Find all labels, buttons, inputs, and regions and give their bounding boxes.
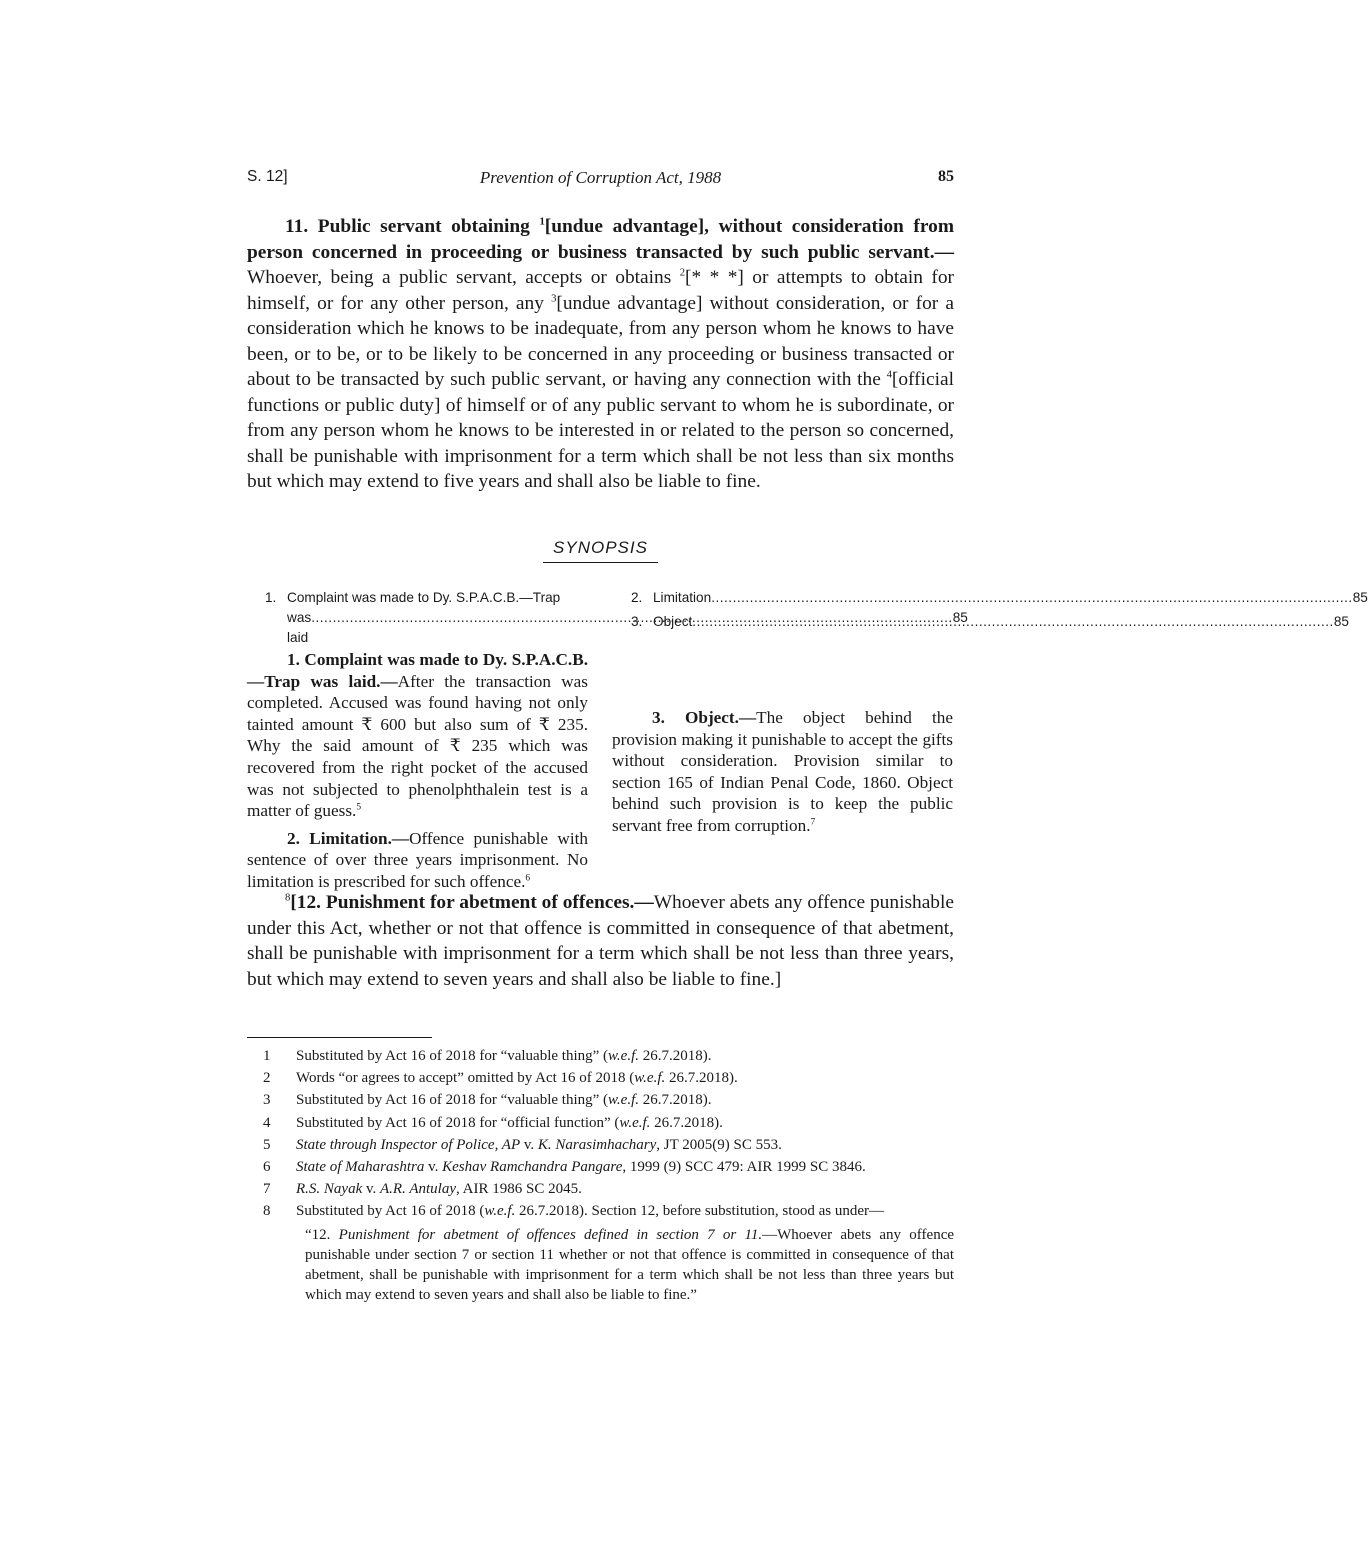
synopsis-title <box>247 538 954 563</box>
footnote-text-end: 26.7.2018). <box>639 1092 712 1109</box>
running-head <box>247 168 954 192</box>
commentary-heading-3: 3. Object.— <box>652 708 757 727</box>
commentary-paragraph-2 <box>247 828 588 893</box>
footnote <box>247 1134 954 1156</box>
case-versus: v. <box>520 1136 538 1153</box>
footnote-text: Words “or agrees to accept” omitted by Act 16 of 2018 ( <box>296 1070 635 1087</box>
quote-open: “12. <box>305 1226 339 1243</box>
footnote <box>247 1089 954 1111</box>
synopsis-item-number: 1. <box>265 590 277 605</box>
synopsis-item-label: Complaint was made to Dy. S.P.A.C.B.—Trap <box>287 590 561 605</box>
footnote-italic: w.e.f. <box>484 1203 516 1220</box>
case-party-2: K. Narasimhachary <box>537 1136 657 1153</box>
footnote-ref-7[interactable]: 7 <box>810 817 816 828</box>
synopsis-item-label: Object <box>653 614 693 629</box>
footnote-divider <box>247 1037 432 1038</box>
old-section-12-text: —Whoever abets any offence punishable under section 7 or section 11 whether or not that offence is committed in consequence of that abetment, shall be punishable with imprisonment for a term which shall be not less than three years but which may extend to seven years and shall also be liable to fine.” <box>305 1226 955 1304</box>
commentary-text-3: The object behind the provision making it punishable to accept the gifts without consideration. Provision similar to section 165 of Indian Penal Code, 1860. Object behind such provision is to keep the public servant free from corruption. <box>612 708 953 835</box>
synopsis-item-label: Limitation <box>653 590 712 605</box>
footnote-ref-1[interactable]: 1 <box>539 215 545 228</box>
section-11-heading <box>247 216 954 263</box>
synopsis-item-number: 3. <box>631 614 643 629</box>
leader-dots <box>711 588 1353 608</box>
footnote <box>247 1067 954 1089</box>
commentary-text-2: Offence punishable with sentence of over three years imprisonment. No limitation is prescribed for such offence. <box>247 828 588 891</box>
footnote-text: Substituted by Act 16 of 2018 for “valuable thing” ( <box>296 1048 609 1064</box>
footnote-text: Substituted by Act 16 of 2018 for “official function” ( <box>296 1114 620 1131</box>
commentary-heading-1: 1. Complaint was made to Dy. S.P.A.C.B.—Trap was laid.— <box>247 650 588 691</box>
footnote-ref-2[interactable]: 2 <box>679 266 686 279</box>
section-11-heading-part-b: [undue advantage], without consideration from person concerned in proceeding or business transacted by such public servant. <box>247 216 954 263</box>
synopsis-item-2[interactable] <box>631 588 1368 608</box>
old-section-12-heading: Punishment for abetment of offences defined in section 7 or 11. <box>338 1226 763 1243</box>
section-11-text-c: [undue advantage] without consideration, or for a consideration which he knows to be inadequate, from any person whom he knows to have been, or to be, or to be likely to be concerned in any proceeding or business transacted or about to be transacted by such public servant, or having any connection with the <box>247 292 954 390</box>
footnote-number: 3 <box>263 1092 271 1109</box>
running-head-section: S. 12] <box>247 168 288 185</box>
footnote <box>247 1112 954 1134</box>
footnote <box>247 1200 954 1222</box>
commentary-paragraph-3 <box>612 707 953 837</box>
footnote-number: 4 <box>263 1114 271 1131</box>
commentary-right-column <box>612 707 953 837</box>
footnote-italic: w.e.f. <box>619 1114 651 1131</box>
section-11 <box>247 214 954 495</box>
footnote-ref-6[interactable]: 6 <box>525 873 531 884</box>
commentary-left-column <box>247 649 588 893</box>
footnote-italic: w.e.f. <box>634 1070 666 1087</box>
footnote <box>247 1178 954 1200</box>
footnote-number: 6 <box>263 1159 271 1176</box>
case-citation: , 1999 (9) SCC 479: AIR 1999 SC 3846. <box>622 1159 866 1176</box>
synopsis-item-number: 2. <box>631 590 643 605</box>
section-11-text-a: Whoever, being a public servant, accepts or obtains <box>247 267 680 288</box>
case-party-1: R.S. Nayak <box>296 1181 363 1198</box>
synopsis-item-label-cont: was laid <box>287 610 312 645</box>
section-11-heading-part-a: Public servant obtaining <box>317 216 540 237</box>
running-head-title: Prevention of Corruption Act, 1988 <box>479 168 722 187</box>
commentary-text-1: After the transaction was completed. Accused was found having not only tainted amount ₹ 600 but also sum of ₹ 235. Why the said amount of ₹ 235 which was recovered from the right pocket of the accused was not subjected to phenolphthalein test is a matter of guess. <box>247 671 588 821</box>
section-11-dash: — <box>934 241 954 263</box>
footnote-number: 2 <box>263 1070 271 1087</box>
footnote-italic: w.e.f. <box>608 1048 639 1064</box>
section-12-text: Whoever abets any offence punishable under this Act, whether or not that offence is committed in consequence of that abetment, shall be punishable with imprisonment for a term which shall be not less than three years, but which may extend to seven years and shall also be liable to fine.] <box>247 892 954 990</box>
footnote-number: 5 <box>263 1136 271 1153</box>
footnote <box>247 1156 954 1178</box>
case-citation: , AIR 1986 SC 2045. <box>455 1181 582 1198</box>
footnote-text: Substituted by Act 16 of 2018 for “valuable thing” ( <box>296 1092 609 1109</box>
case-party-2: A.R. Antulay <box>380 1181 456 1198</box>
section-12 <box>247 890 954 992</box>
commentary-heading-2: 2. Limitation.— <box>287 828 410 848</box>
footnote-text: Substituted by Act 16 of 2018 ( <box>296 1203 485 1220</box>
footnote-italic: w.e.f. <box>608 1092 639 1109</box>
footnote-ref-4[interactable]: 4 <box>886 368 892 381</box>
section-11-text-d: [official functions or public duty] of himself or of any public servant to whom he is subordinate, or from any person whom he knows to be interested in or related to the person so concerned, shall be punishable with imprisonment for a term which shall be not less than six months but which may extend to five years and shall also be liable to fine. <box>247 369 954 492</box>
footnote-ref-8[interactable]: 8 <box>285 891 291 904</box>
synopsis-item-page: 85 <box>1352 590 1368 605</box>
section-11-number: 11. <box>285 216 309 237</box>
case-versus: v. <box>362 1181 381 1198</box>
synopsis-item-page: 85 <box>952 610 968 625</box>
section-11-text-b: [* * *] or attempts to obtain for himself, or for any other person, any <box>247 267 954 314</box>
synopsis-item-3[interactable] <box>631 612 1349 632</box>
case-party-1: State of Maharashtra <box>296 1159 425 1176</box>
page-number: 85 <box>938 168 954 185</box>
case-citation: , JT 2005(9) SC 553. <box>656 1136 782 1153</box>
case-party-1: State through Inspector of Police, AP <box>296 1136 521 1153</box>
section-12-heading: [12. Punishment for abetment of offences.— <box>290 892 654 913</box>
footnote-text-end: 26.7.2018). Section 12, before substitution, stood as under— <box>515 1203 885 1220</box>
footnote-ref-3[interactable]: 3 <box>551 292 557 305</box>
case-versus: v. <box>424 1159 443 1176</box>
leader-dots <box>692 612 1334 632</box>
footnote-text-end: 26.7.2018). <box>665 1070 738 1087</box>
footnote-text-end: 26.7.2018). <box>650 1114 723 1131</box>
footnote-text-end: 26.7.2018). <box>639 1048 712 1064</box>
synopsis-title-text: SYNOPSIS <box>543 538 658 563</box>
old-section-12-quote <box>305 1225 954 1306</box>
footnote <box>247 1045 954 1067</box>
case-party-2: Keshav Ramchandra Pangare <box>442 1159 623 1176</box>
commentary-paragraph-1 <box>247 649 588 822</box>
footnote-number: 1 <box>263 1048 271 1064</box>
synopsis-item-page: 85 <box>1333 614 1349 629</box>
footnote-number: 8 <box>263 1203 271 1220</box>
footnotes <box>247 1045 954 1305</box>
footnote-ref-5[interactable]: 5 <box>356 802 362 813</box>
footnote-number: 7 <box>263 1181 271 1198</box>
